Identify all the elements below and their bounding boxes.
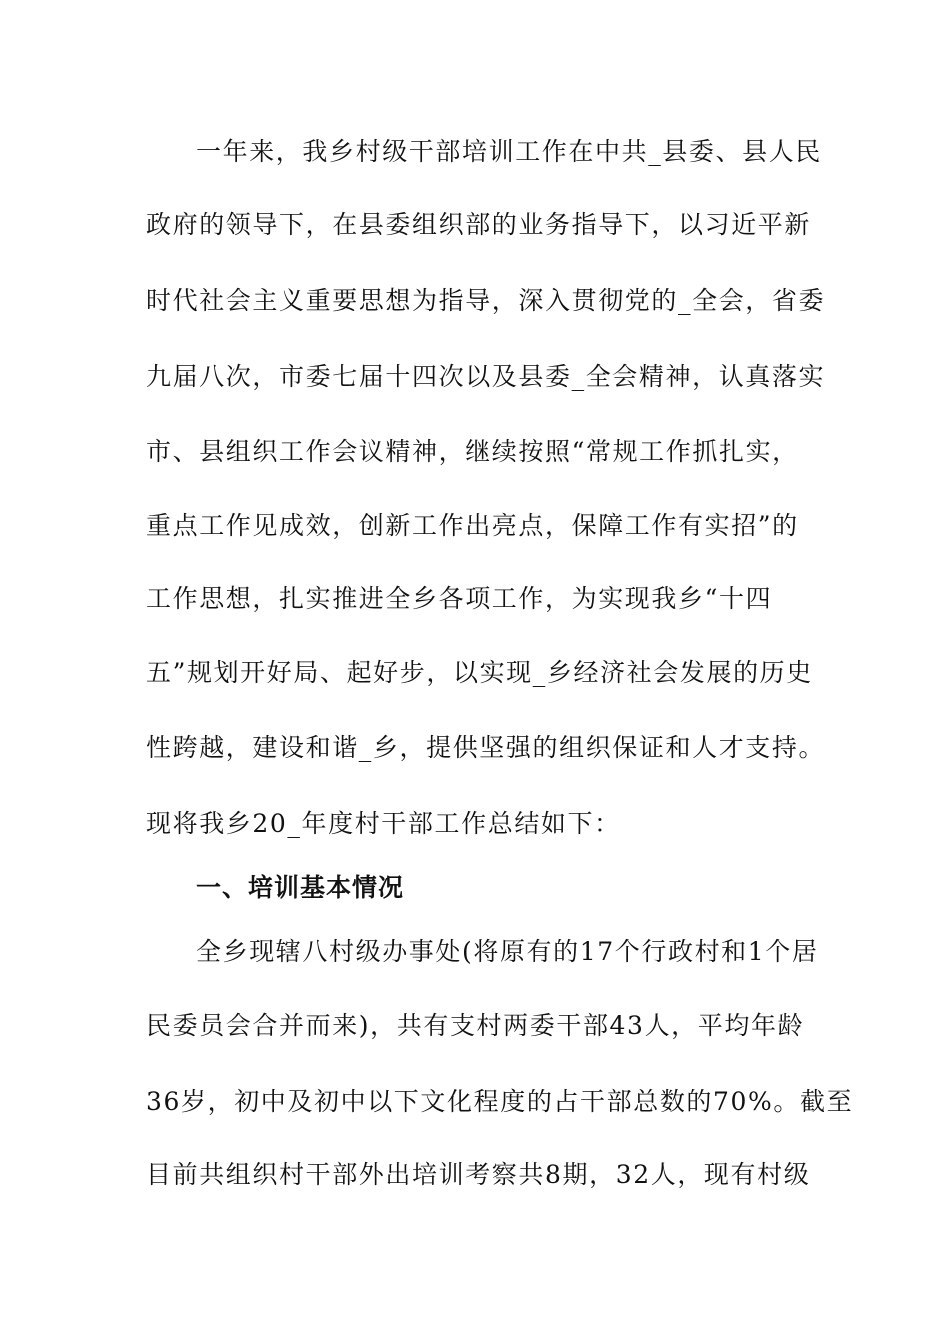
section-heading: 一、培训基本情况	[196, 873, 405, 902]
paragraph-line: 现将我乡20_年度村干部工作总结如下：	[146, 809, 621, 838]
paragraph-line: 重点工作见成效，创新工作出亮点，保障工作有实招”的	[146, 511, 799, 540]
paragraph-line: 性跨越，建设和谐_乡，提供坚强的组织保证和人才支持。	[146, 733, 826, 762]
paragraph-line: 时代社会主义重要思想为指导，深入贯彻党的_全会，省委	[146, 286, 826, 315]
paragraph-line: 民委员会合并而来)，共有支村两委干部43人，平均年龄	[146, 1011, 805, 1040]
paragraph-line: 市、县组织工作会议精神，继续按照“常规工作抓扎实，	[146, 437, 799, 466]
paragraph-line: 五”规划开好局、起好步，以实现_乡经济社会发展的历史	[146, 658, 813, 687]
paragraph-line: 政府的领导下，在县委组织部的业务指导下，以习近平新	[146, 210, 812, 239]
paragraph-line: 目前共组织村干部外出培训考察共8期，32人，现有村级	[146, 1160, 811, 1189]
paragraph-line: 工作思想，扎实推进全乡各项工作，为实现我乡“十四	[146, 584, 773, 613]
paragraph-line: 全乡现辖八村级办事处(将原有的17个行政村和1个居	[196, 937, 819, 966]
paragraph-line: 36岁，初中及初中以下文化程度的占干部总数的70%。截至	[146, 1087, 854, 1116]
paragraph-line: 一年来，我乡村级干部培训工作在中共_县委、县人民	[196, 137, 822, 166]
paragraph-line: 九届八次，市委七届十四次以及县委_全会精神，认真落实	[146, 362, 826, 391]
